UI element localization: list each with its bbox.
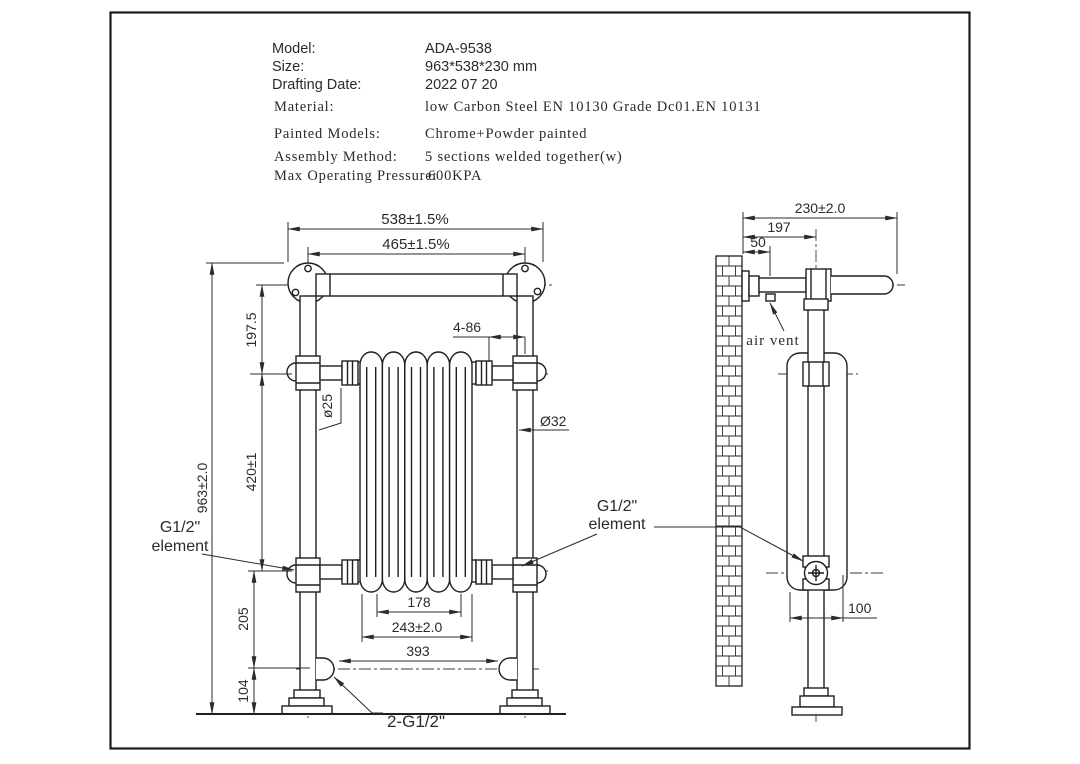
wall-bracket [749, 276, 759, 296]
brick-wall [716, 256, 742, 686]
flange-bolt [534, 288, 540, 294]
dim-mid-section: 420±1 [243, 452, 259, 492]
radiator-columns [360, 352, 472, 592]
dim-base-section: 104 [235, 679, 251, 703]
spec-table [272, 41, 761, 184]
spec-label: Max Operating Pressure: [274, 168, 438, 184]
spec-value: Chrome+Powder painted [425, 126, 588, 142]
dim-top-section: 197.5 [243, 312, 259, 348]
dim-overall-height: 963±2.0 [194, 462, 210, 514]
spec-value: 5 sections welded together(w) [425, 149, 623, 165]
inlet-elbow [316, 658, 334, 680]
dim-overall-depth: 230±2.0 [794, 200, 846, 216]
label-element-left: element [151, 538, 209, 555]
dim-column-depth: 100 [848, 600, 872, 616]
tee-fitting [513, 356, 537, 390]
flange-bolt [522, 265, 528, 271]
spec-label: Drafting Date: [272, 77, 362, 93]
rail-end [831, 276, 893, 294]
side-view [716, 256, 893, 715]
dia-pipe-small: ø25 [319, 393, 335, 419]
label-valves: 2-G1/2" [387, 712, 446, 731]
spec-value: 600KPA [428, 168, 483, 184]
label-element-mid: element [588, 516, 646, 533]
flange-bolt [292, 289, 298, 295]
spec-label: Material: [274, 99, 335, 115]
tee-fitting [296, 558, 320, 592]
dim-rad-width: 243±2.0 [391, 619, 443, 635]
dim-lower-section: 205 [235, 607, 251, 631]
hex-nut [342, 361, 358, 385]
dim-rad-inner: 178 [407, 594, 431, 610]
hex-nut [342, 560, 358, 584]
towel-rail [316, 274, 517, 296]
inlet-elbow [499, 658, 517, 680]
vertical-pipe [808, 301, 824, 696]
spec-label: Model: [272, 41, 316, 57]
spec-value: ADA-9538 [425, 41, 492, 57]
tee-fitting [513, 558, 537, 592]
spec-label: Painted Models: [274, 126, 381, 142]
spec-value: low Carbon Steel EN 10130 Grade Dc01.EN 10131 [425, 99, 762, 115]
spec-label: Assembly Method: [274, 149, 398, 165]
label-air-vent: air vent [746, 333, 800, 349]
dia-pipe-large: Ø32 [540, 413, 567, 429]
dim-pipe-center: 197 [767, 219, 791, 235]
label-element-mid: G1/2" [596, 498, 638, 515]
dim-bracket: 50 [750, 234, 766, 250]
dim-rail-centers: 465±1.5% [382, 236, 450, 253]
wall-bracket [742, 271, 749, 301]
tee-fitting [296, 356, 320, 390]
air-vent-screw [766, 294, 775, 301]
dim-valve-span: 393 [406, 643, 430, 659]
spec-value: 2022 07 20 [425, 77, 498, 93]
flange-bolt [305, 265, 311, 271]
hex-nut [476, 361, 492, 385]
feet [282, 690, 550, 714]
dim-overall-width: 538±1.5% [381, 211, 449, 228]
tee-fitting [806, 269, 831, 301]
spec-value: 963*538*230 mm [425, 59, 538, 75]
spec-label: Size: [272, 59, 305, 75]
hex-nut [803, 362, 829, 386]
label-element-left: G1/2" [159, 519, 201, 536]
hex-nut [476, 560, 492, 584]
dim-gap: 4-86 [453, 319, 482, 335]
